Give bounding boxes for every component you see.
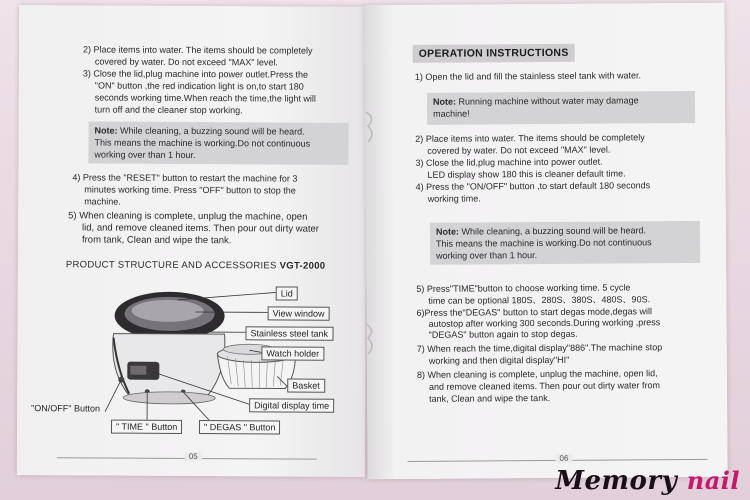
label-watch-holder: Watch holder	[261, 346, 324, 360]
right-step8-line2: and remove cleaned items. Then pour out dirty water from	[428, 380, 660, 392]
left-step2-line2: covered by water. Do not exceed "MAX" level.	[94, 56, 278, 68]
right-note-2: Note: While cleaning, a buzzing sound will be heard. This means the machine is working.Do not continuous working over than 1 hour.	[430, 221, 700, 265]
left-step4-line1: 4) Press the "RESET" button to restart the machine for 3	[72, 172, 298, 184]
label-view-window: View window	[268, 306, 330, 320]
left-step2-line1: 2) Place items into water. The items should be completely	[82, 44, 313, 56]
left-step3-line1: 3) Close the lid,plug machine into power outlet.Press the	[82, 68, 309, 80]
right-note-1: Note: Running machine without water may damage machine!	[427, 91, 695, 125]
right-page-number: 06	[555, 454, 572, 463]
operation-instructions-heading: OPERATION INSTRUCTIONS	[413, 44, 575, 63]
left-step4-line2: minutes working time. Press "OFF" button to stop the	[84, 184, 296, 196]
right-step6-line3: "DEGAS" button again to stop degas.	[428, 328, 578, 340]
label-on-off-button: "ON/OFF" Button	[31, 403, 101, 414]
right-step3-line1: 3) Close the lid,plug machine into power outlet.	[415, 156, 603, 168]
right-step3-line2: LED display show 180 this is cleaner default time.	[427, 168, 626, 180]
left-note: Note: While cleaning, a buzzing sound will be heard. This means the machine is working.Do not continuous working over than 1 hour.	[88, 121, 348, 164]
memory-nail-watermark: Memory nail	[555, 466, 740, 496]
right-step8-line3: tank, Clean and wipe the tank.	[429, 392, 551, 404]
right-step5-line1: 5) Press"TIME"button to choose working time. 5 cycle	[416, 282, 631, 294]
left-page	[17, 5, 367, 477]
staple-bottom-icon	[362, 320, 382, 360]
label-degas-button: " DEGAS " Button	[199, 420, 280, 434]
left-step4-line3: machine.	[84, 196, 121, 207]
left-step5-line2: lid, and remove cleaned items. Then pour out dirty water	[82, 222, 320, 235]
label-digital-display-time: Digital display time	[249, 398, 334, 412]
right-step1: 1) Open the lid and fill the stainless steel tank with water.	[414, 70, 642, 82]
right-step6-line1: 6)Press the"DEGAS" button to start degas mode,degas will	[416, 306, 653, 318]
label-stainless-steel-tank: Stainless steel tank	[245, 326, 333, 340]
right-step2-line1: 2) Place items into water. The items should be completely	[415, 132, 645, 144]
product-heading: PRODUCT STRUCTURE AND ACCESSORIES VGT-2000	[65, 259, 326, 272]
staple-top-icon	[362, 108, 382, 148]
right-step7-line1: 7) When reach the time,digital display"886".The machine stop	[416, 342, 663, 354]
product-illustration	[17, 275, 366, 477]
label-basket: Basket	[287, 379, 325, 393]
right-step6-line2: autostop after working 300 seconds.During working ,press	[428, 317, 661, 329]
right-step7-line2: working and then digital display"HI"	[428, 354, 570, 366]
left-step5-line1: 5) When cleaning is complete, unplug the machine, open	[68, 210, 308, 223]
label-lid: Lid	[276, 286, 298, 300]
right-step4-line1: 4) Press the "ON/OFF" button ,to start default 180 seconds	[415, 180, 651, 192]
right-step5-line2: time can be optional 180S、280S、380S、480S、90S.	[428, 294, 651, 306]
left-step5-line3: from tank, Clean and wipe the tank.	[81, 234, 232, 247]
left-step3-line3: seconds working time.When reach the time,the light will	[94, 92, 316, 104]
label-time-button: " TIME " Button	[111, 420, 182, 434]
right-step8-line1: 8) When cleaning is complete, unplug the machine, open lid,	[416, 368, 658, 380]
left-step3-line4: turn off and the cleaner stop working.	[94, 104, 243, 116]
right-page	[364, 3, 727, 480]
right-step4-line2: working time.	[427, 193, 481, 204]
right-step2-line2: covered by water. Do not exceed "MAX" level.	[427, 144, 611, 156]
left-page-number: 05	[185, 452, 202, 461]
left-step3-line2: "ON" button ,the red indication light is on,to start 180	[94, 80, 304, 92]
